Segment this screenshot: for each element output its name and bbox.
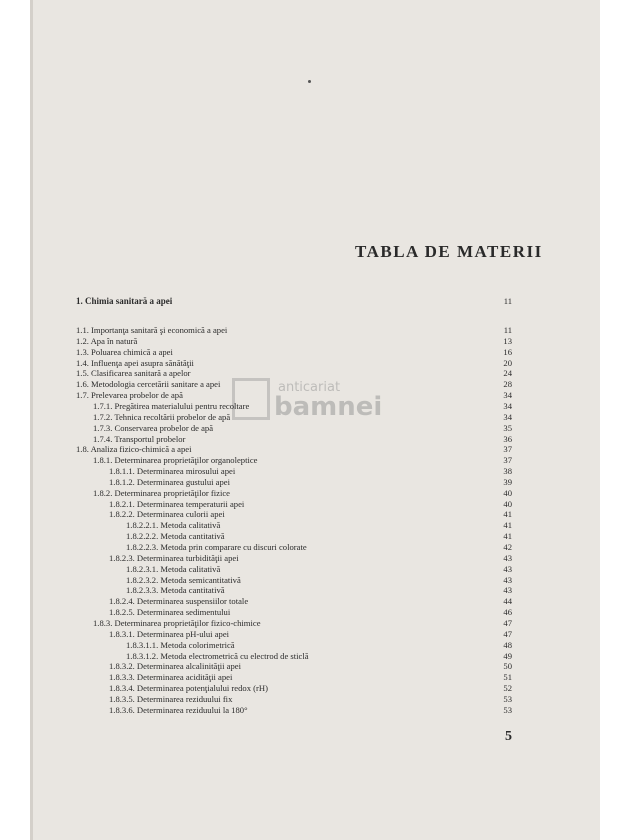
toc-entry: 1.8.2.2.3. Metoda prin comparare cu discuri colorate bbox=[126, 542, 307, 552]
toc-page-number: 50 bbox=[503, 661, 512, 672]
toc-page-number: 41 bbox=[503, 520, 512, 531]
toc-page-number: 11 bbox=[503, 325, 512, 335]
toc-entry: 1.8.2.5. Determinarea sedimentului bbox=[109, 607, 231, 618]
toc-entry: 1.8.2.3.1. Metoda calitativă bbox=[126, 563, 221, 574]
watermark-top-text: anticariat bbox=[278, 380, 341, 395]
toc-entry: 1.8.3.4. Determinarea potenţialului redox (rH) bbox=[109, 683, 268, 694]
toc-page-number: 53 bbox=[503, 693, 512, 704]
toc-page-number: 37 bbox=[503, 444, 512, 455]
toc-page-number: 40 bbox=[503, 498, 512, 509]
toc-page-number: 24 bbox=[503, 368, 512, 379]
toc-entry: 1.7.4. Transportul probelor bbox=[93, 433, 186, 444]
toc-entry: 1.8.2.2.2. Metoda cantitativă bbox=[126, 531, 225, 542]
page-number: 5 bbox=[505, 729, 512, 744]
toc-page-number: 35 bbox=[503, 422, 512, 433]
toc-entry: 1.8.2.1. Determinarea temperaturii apei bbox=[109, 498, 245, 509]
toc-page-number: 41 bbox=[503, 531, 512, 542]
toc-entry: 1.3. Poluarea chimică a apei bbox=[76, 346, 173, 357]
toc-page-number: 47 bbox=[503, 617, 512, 628]
toc-page-number: 48 bbox=[503, 639, 512, 650]
toc-entry: 1.4. Influenţa apei asupra sănătăţii bbox=[76, 357, 194, 368]
toc-page-number: 37 bbox=[503, 455, 512, 466]
watermark-main-text: bamnei bbox=[274, 392, 383, 422]
toc-page-number: 52 bbox=[503, 683, 512, 694]
toc-page-number: 34 bbox=[503, 411, 512, 422]
toc-entry: 1. Chimia sanitară a apei bbox=[76, 296, 173, 306]
toc-entry: 1.5. Clasificarea sanitară a apelor bbox=[76, 368, 191, 379]
toc-page-number: 42 bbox=[503, 542, 512, 552]
toc-entry: 1.8.2.3.2. Metoda semicantitativă bbox=[126, 574, 241, 585]
toc-page-number: 41 bbox=[503, 509, 512, 520]
toc-page-number: 36 bbox=[503, 433, 512, 444]
toc-entry: 1.8.3.1.1. Metoda colorimetrică bbox=[126, 639, 235, 650]
toc-entry: 1.8. Analiza fizico-chimică a apei bbox=[76, 444, 192, 455]
toc-page-number: 16 bbox=[503, 346, 512, 357]
toc-page-number: 34 bbox=[503, 390, 512, 401]
toc-entry: 1.6. Metodologia cercetării sanitare a apei bbox=[76, 379, 221, 390]
toc-page-number: 40 bbox=[503, 487, 512, 498]
toc-entry: 1.8.3.5. Determinarea reziduului fix bbox=[109, 693, 233, 704]
toc-page-number: 20 bbox=[503, 357, 512, 368]
toc-entry: 1.8.2.3.3. Metoda cantitativă bbox=[126, 585, 225, 596]
toc-page-number: 53 bbox=[503, 704, 512, 715]
toc-page-number: 51 bbox=[503, 672, 512, 683]
toc-entry: 1.7. Prelevarea probelor de apă bbox=[76, 390, 183, 401]
toc-entry: 1.1. Importanţa sanitară şi economică a apei bbox=[76, 325, 228, 335]
toc-page-number: 47 bbox=[503, 628, 512, 639]
toc-entry: 1.8.3.6. Determinarea reziduului la 180° bbox=[109, 704, 248, 715]
toc-entry: 1.8.3.3. Determinarea acidităţii apei bbox=[109, 672, 233, 683]
toc-entry: 1.8.3. Determinarea proprietăţilor fizico-chimice bbox=[93, 617, 261, 628]
toc-entry: 1.7.3. Conservarea probelor de apă bbox=[93, 422, 214, 433]
toc-entry: 1.8.1. Determinarea proprietăţilor organoleptice bbox=[93, 455, 258, 466]
toc-page-number: 28 bbox=[503, 379, 512, 390]
toc-page-number: 11 bbox=[503, 296, 512, 306]
toc-entry: 1.7.1. Pregătirea materialului pentru recoltare bbox=[93, 400, 250, 411]
toc-page-number: 38 bbox=[503, 466, 512, 477]
toc-entry: 1.8.2.2.1. Metoda calitativă bbox=[126, 520, 221, 531]
toc-entry: 1.7.2. Tehnica recoltării probelor de apă bbox=[93, 411, 231, 422]
toc-entry: 1.8.2.2. Determinarea culorii apei bbox=[109, 509, 225, 520]
toc-entry: 1.8.2. Determinarea proprietăţilor fizice bbox=[93, 487, 230, 498]
toc-entry: 1.8.3.1.2. Metoda electrometrică cu electrod de sticlă bbox=[126, 650, 309, 661]
toc-page-number: 46 bbox=[503, 607, 512, 618]
toc-entry: 1.8.1.2. Determinarea gustului apei bbox=[109, 476, 230, 487]
toc-page-number: 49 bbox=[503, 650, 512, 661]
toc-page-number: 43 bbox=[503, 574, 512, 585]
toc-page-number: 43 bbox=[503, 563, 512, 574]
toc-entry: 1.8.1.1. Determinarea mirosului apei bbox=[109, 466, 236, 477]
toc-entry: 1.8.2.4. Determinarea suspensiilor totale bbox=[109, 596, 249, 607]
page-title: TABLA DE MATERII bbox=[355, 242, 543, 261]
toc-entry: 1.8.3.2. Determinarea alcalinităţii apei bbox=[109, 661, 241, 672]
toc-page-number: 13 bbox=[503, 335, 512, 346]
toc-page-number: 43 bbox=[503, 552, 512, 563]
toc-page-number: 43 bbox=[503, 585, 512, 596]
toc-page-number: 44 bbox=[503, 596, 512, 607]
toc-page-number: 39 bbox=[503, 476, 512, 487]
toc-entry: 1.8.2.3. Determinarea turbidităţii apei bbox=[109, 552, 239, 563]
toc-entry: 1.2. Apa în natură bbox=[76, 335, 138, 346]
toc-entry: 1.8.3.1. Determinarea pH-ului apei bbox=[109, 628, 230, 639]
toc-page-number: 34 bbox=[503, 400, 512, 411]
